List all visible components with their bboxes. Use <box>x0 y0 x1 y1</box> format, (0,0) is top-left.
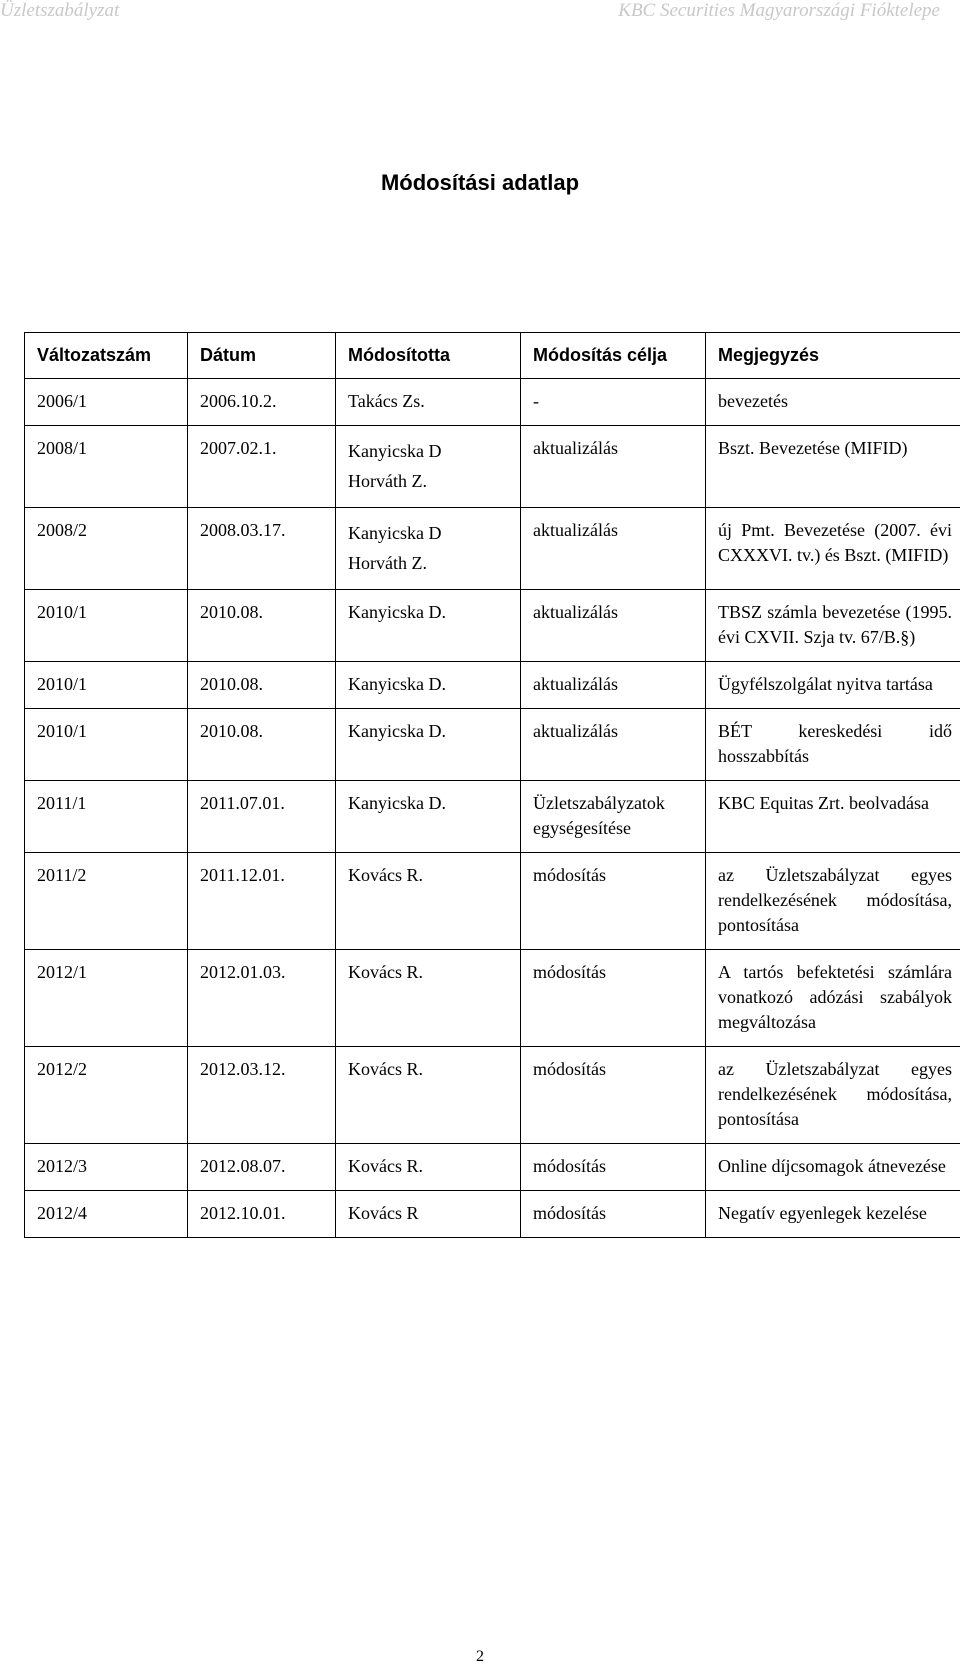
cell-modified-by: Kanyicska D Horváth Z. <box>336 426 521 508</box>
cell-note: Negatív egyenlegek kezelése <box>706 1191 960 1238</box>
cell-purpose: módosítás <box>521 950 706 1047</box>
cell-date: 2010.08. <box>188 709 336 781</box>
cell-version: 2006/1 <box>25 379 188 426</box>
cell-purpose: aktualizálás <box>521 662 706 709</box>
page-number: 2 <box>476 1648 484 1665</box>
header-company-name: KBC Securities Magyarországi Fióktelepe <box>618 0 940 21</box>
cell-note: Bszt. Bevezetése (MIFID) <box>706 426 960 508</box>
cell-date: 2012.01.03. <box>188 950 336 1047</box>
cell-date: 2012.08.07. <box>188 1144 336 1191</box>
cell-date: 2012.03.12. <box>188 1047 336 1144</box>
column-header-note: Megjegyzés <box>706 333 960 379</box>
table-row <box>25 853 960 950</box>
column-header-modified-by: Módosította <box>336 333 521 379</box>
table-row <box>25 1047 960 1144</box>
table-row <box>25 1191 960 1238</box>
table-row <box>25 781 960 853</box>
cell-note: TBSZ számla bevezetése (1995. évi CXVII. Szja tv. 67/B.§) <box>706 590 960 662</box>
cell-note: BÉT kereskedési idő hosszabbítás <box>706 709 960 781</box>
cell-purpose: aktualizálás <box>521 590 706 662</box>
cell-date: 2007.02.1. <box>188 426 336 508</box>
table-row <box>25 590 960 662</box>
cell-purpose: Üzletszabályzatok egységesítése <box>521 781 706 853</box>
page-header <box>0 0 960 28</box>
cell-date: 2012.10.01. <box>188 1191 336 1238</box>
page-title: Módosítási adatlap <box>380 170 580 195</box>
table-header-row <box>25 333 960 379</box>
cell-modified-by: Kanyicska D. <box>336 662 521 709</box>
cell-date: 2006.10.2. <box>188 379 336 426</box>
table-row <box>25 1144 960 1191</box>
table-body <box>25 379 960 1238</box>
table-row <box>25 508 960 590</box>
cell-version: 2011/1 <box>25 781 188 853</box>
cell-note: az Üzletszabályzat egyes rendelkezésének módosítása, pontosítása <box>706 1047 960 1144</box>
cell-modified-by: Kanyicska D. <box>336 709 521 781</box>
cell-version: 2012/1 <box>25 950 188 1047</box>
cell-version: 2010/1 <box>25 662 188 709</box>
table-row <box>25 950 960 1047</box>
amendment-table <box>24 332 960 1238</box>
cell-note: új Pmt. Bevezetése (2007. évi CXXXVI. tv.) és Bszt. (MIFID) <box>706 508 960 590</box>
cell-purpose: aktualizálás <box>521 508 706 590</box>
cell-version: 2008/2 <box>25 508 188 590</box>
cell-modified-by: Kovács R. <box>336 1144 521 1191</box>
cell-version: 2011/2 <box>25 853 188 950</box>
column-header-purpose: Módosítás célja <box>521 333 706 379</box>
cell-purpose: aktualizálás <box>521 426 706 508</box>
header-document-title: Üzletszabályzat <box>0 0 120 21</box>
cell-purpose: módosítás <box>521 1144 706 1191</box>
cell-modified-by: Kovács R. <box>336 1047 521 1144</box>
cell-note: KBC Equitas Zrt. beolvadása <box>706 781 960 853</box>
cell-modified-by: Kanyicska D. <box>336 781 521 853</box>
table-row <box>25 426 960 508</box>
cell-purpose: módosítás <box>521 853 706 950</box>
cell-purpose: módosítás <box>521 1047 706 1144</box>
cell-version: 2010/1 <box>25 590 188 662</box>
cell-note: az Üzletszabályzat egyes rendelkezésének módosítása, pontosítása <box>706 853 960 950</box>
cell-date: 2008.03.17. <box>188 508 336 590</box>
table-row <box>25 709 960 781</box>
cell-note: Online díjcsomagok átnevezése <box>706 1144 960 1191</box>
cell-version: 2008/1 <box>25 426 188 508</box>
cell-modified-by: Kanyicska D Horváth Z. <box>336 508 521 590</box>
column-header-date: Dátum <box>188 333 336 379</box>
cell-version: 2010/1 <box>25 709 188 781</box>
cell-purpose: aktualizálás <box>521 709 706 781</box>
cell-purpose: módosítás <box>521 1191 706 1238</box>
cell-date: 2010.08. <box>188 662 336 709</box>
cell-modified-by: Kanyicska D. <box>336 590 521 662</box>
cell-version: 2012/4 <box>25 1191 188 1238</box>
cell-purpose: - <box>521 379 706 426</box>
column-header-version: Változatszám <box>25 333 188 379</box>
cell-note: Ügyfélszolgálat nyitva tartása <box>706 662 960 709</box>
cell-version: 2012/3 <box>25 1144 188 1191</box>
cell-modified-by: Kovács R. <box>336 950 521 1047</box>
cell-modified-by: Kovács R. <box>336 853 521 950</box>
cell-modified-by: Takács Zs. <box>336 379 521 426</box>
cell-date: 2010.08. <box>188 590 336 662</box>
cell-version: 2012/2 <box>25 1047 188 1144</box>
table-row <box>25 662 960 709</box>
cell-date: 2011.07.01. <box>188 781 336 853</box>
cell-note: bevezetés <box>706 379 960 426</box>
cell-date: 2011.12.01. <box>188 853 336 950</box>
cell-modified-by: Kovács R <box>336 1191 521 1238</box>
table-row <box>25 379 960 426</box>
cell-note: A tartós befektetési számlára vonatkozó adózási szabályok megváltozása <box>706 950 960 1047</box>
